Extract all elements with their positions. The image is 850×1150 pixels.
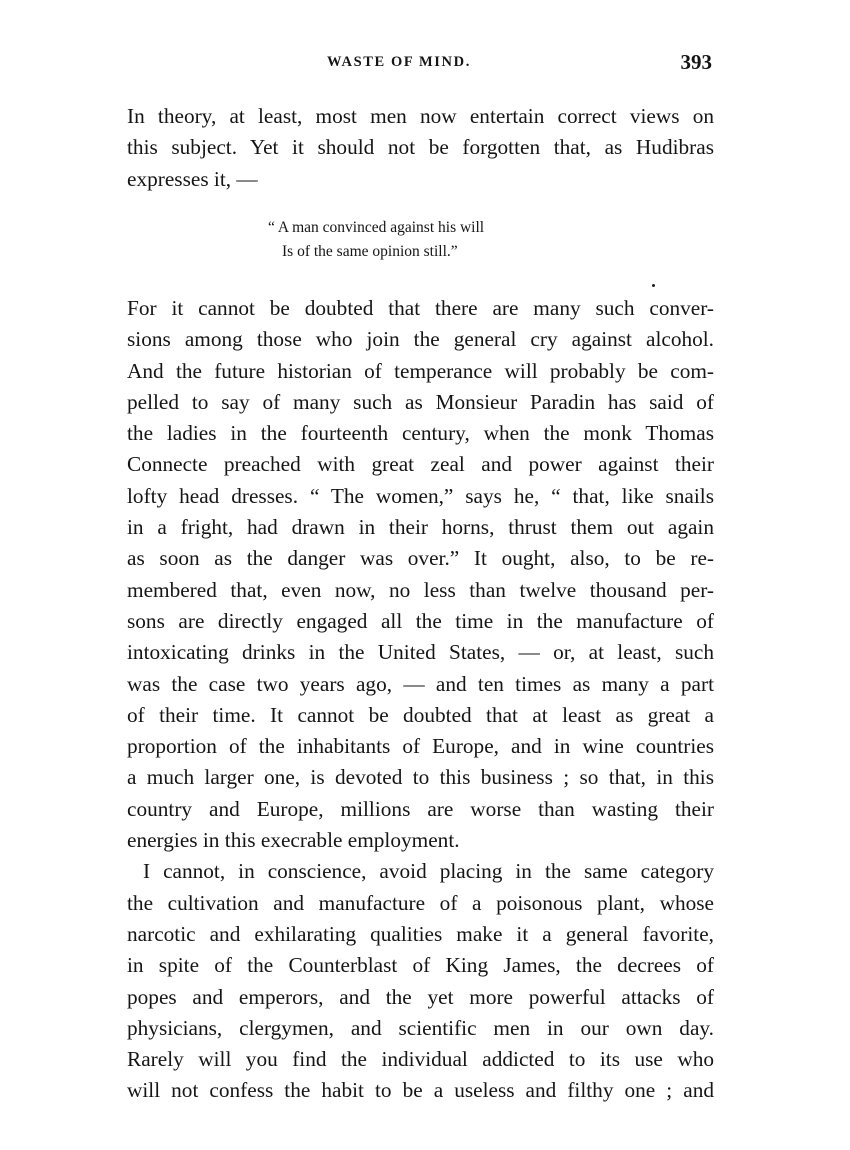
- quote-line: “ A man convinced against his will: [268, 219, 485, 236]
- text-line: narcotic and exhilarating qualities make it a general favorite,: [127, 921, 714, 946]
- text-line: country and Europe, millions are worse than wasting their: [127, 796, 714, 821]
- text-line: pelled to say of many such as Monsieur Paradin has said of: [127, 389, 714, 414]
- text-line: this subject. Yet it should not be forgotten that, as Hudibras: [127, 135, 714, 160]
- text-line: Connecte preached with great zeal and power against their: [127, 452, 714, 477]
- text-line: was the case two years ago, — and ten times as many a part: [127, 671, 714, 696]
- print-speck: [652, 284, 655, 287]
- text-line: as soon as the danger was over.” It ought, also, to be re-: [127, 546, 714, 571]
- text-line: a much larger one, is devoted to this business ; so that, in this: [127, 765, 714, 790]
- text-line: in a fright, had drawn in their horns, thrust them out again: [127, 515, 714, 540]
- running-head: WASTE OF MIND.: [327, 54, 471, 70]
- text-line: And the future historian of temperance will probably be com-: [127, 358, 714, 383]
- paragraph-1: [127, 101, 714, 195]
- text-line: in spite of the Counterblast of King James, the decrees of: [127, 953, 714, 978]
- text-line: popes and emperors, and the yet more powerful attacks of: [127, 984, 714, 1009]
- text-line: lofty head dresses. “ The women,” says he, “ that, like snails: [127, 483, 714, 508]
- text-line: expresses it, —: [127, 166, 258, 191]
- text-line: In theory, at least, most men now entertain correct views on: [127, 104, 714, 128]
- paragraph-2-and-3: [127, 293, 714, 1107]
- text-line: I cannot, in conscience, avoid placing in the same category: [143, 859, 714, 884]
- text-line: For it cannot be doubted that there are many such conver-: [127, 296, 714, 320]
- text-line: Rarely will you find the individual addicted to its use who: [127, 1047, 714, 1072]
- text-line: intoxicating drinks in the United States, — or, at least, such: [127, 640, 714, 665]
- text-line: will not confess the habit to be a useless and filthy one ; and: [127, 1078, 714, 1103]
- page-number: 393: [680, 50, 712, 74]
- text-line: of their time. It cannot be doubted that at least as great a: [127, 702, 714, 727]
- verse-quotation: [268, 216, 484, 264]
- quote-line: Is of the same opinion still.”: [282, 243, 458, 260]
- text-line: energies in this execrable employment.: [127, 828, 460, 853]
- text-line: the cultivation and manufacture of a poisonous plant, whose: [127, 890, 714, 915]
- page-header: [127, 52, 714, 76]
- text-line: proportion of the inhabitants of Europe, and in wine countries: [127, 734, 714, 759]
- text-line: membered that, even now, no less than twelve thousand per-: [127, 577, 714, 602]
- text-line: the ladies in the fourteenth century, when the monk Thomas: [127, 421, 714, 446]
- text-line: physicians, clergymen, and scientific men in our own day.: [127, 1015, 714, 1040]
- text-line: sons are directly engaged all the time in the manufacture of: [127, 608, 714, 633]
- text-line: sions among those who join the general cry against alcohol.: [127, 327, 714, 352]
